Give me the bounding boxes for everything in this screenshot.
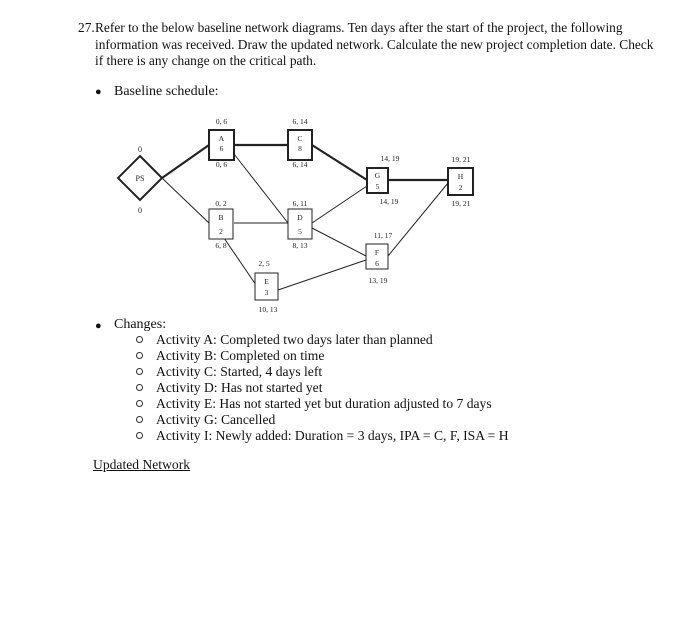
activity-d-early: 6, 11	[292, 199, 308, 208]
activity-h-letter: H	[457, 172, 464, 181]
list-circle-icon	[136, 400, 143, 407]
edge-e-f	[278, 260, 366, 290]
list-circle-icon	[136, 368, 143, 375]
edge-b-e	[224, 238, 256, 285]
ps-top-label: 0	[138, 145, 142, 154]
edge-d-g	[312, 186, 367, 223]
changes-label: Changes:	[114, 317, 167, 332]
activity-h-late: 19, 21	[451, 199, 471, 208]
baseline-label: Baseline schedule:	[114, 84, 219, 99]
edge-ps-b	[162, 178, 209, 223]
problem-number: 27.	[78, 20, 95, 35]
activity-a-early: 0, 6	[215, 117, 228, 126]
list-circle-icon	[136, 352, 143, 359]
activity-c-late: 6, 14	[292, 160, 308, 169]
activity-c-letter: C	[297, 134, 303, 143]
activity-d-late: 8, 13	[292, 241, 308, 250]
bullet-baseline: ●	[95, 86, 102, 98]
activity-e-letter: E	[264, 277, 269, 286]
edge-c-g	[312, 145, 367, 180]
activity-a-duration: 6	[219, 144, 224, 153]
activity-b-duration: 2	[219, 227, 223, 236]
activity-g-letter: G	[374, 171, 381, 180]
activity-a-letter: A	[218, 134, 225, 143]
activity-c-duration: 8	[298, 144, 302, 153]
ps-label: PS	[135, 174, 145, 183]
activity-e-late: 10, 13	[258, 305, 278, 314]
activity-f-late: 13, 19	[368, 276, 388, 285]
activity-g-duration: 5	[375, 182, 380, 191]
problem-text: Refer to the below baseline network diagrams. Ten days after the start of the project, the following information was received. Draw the updated network. Calculate the new project completion date. Check if there is any change on the critical path.	[95, 20, 654, 68]
activity-f-early: 11, 17	[373, 231, 393, 240]
bullet-changes: ●	[95, 320, 102, 332]
activity-a-late: 0, 6	[215, 160, 228, 169]
activity-e-duration: 3	[264, 288, 269, 297]
edge-f-h	[388, 183, 448, 256]
list-circle-icon	[136, 432, 143, 439]
activity-c-early: 6, 14	[292, 117, 308, 126]
page: 27. Refer to the below baseline network diagrams. Ten days after the start of the project, the following information was received. Draw the updated network. Calculate the new project completion date. Check if there is any change on the critical path. ● Baseline schedule: PS 0 0 A 6 0, 6 0, 6 C 8 6, 14 6, 14 B 2 0, 2 6, 8 D 5 6, 11 8, 13 E 3 2, 5 10, 13 G 5 14, 19 14, 19 F 6 11, 17 13, 19 H 2 19, 21 19, 21 ● Changes: Activity A: Completed two days later than planned Activity B: Completed on time Activity C: Started, 4 days left Activity D: Has not started yet Activity E: Has not started yet but duration adjusted to 7 days Activity G: Cancelled Activity I: Newly added: Duration = 3 days, IPA = C, F, ISA = H Updated Network	[0, 0, 700, 631]
activity-d-letter: D	[297, 213, 303, 222]
activity-f-letter: F	[374, 248, 380, 257]
activity-g-early: 14, 19	[380, 154, 400, 163]
activity-e-early: 2, 5	[258, 259, 270, 268]
activity-h-duration: 2	[458, 183, 463, 192]
activity-b-late: 6, 8	[215, 241, 227, 250]
activity-b-letter: B	[218, 213, 224, 222]
edge-ps-a	[162, 145, 209, 178]
activity-g-late: 14, 19	[379, 197, 399, 206]
activity-h-early: 19, 21	[451, 155, 471, 164]
list-circle-icon	[136, 384, 143, 391]
activity-b-early: 0, 2	[215, 199, 227, 208]
edge-a-d	[234, 154, 288, 223]
activity-f-duration: 6	[375, 259, 379, 268]
list-circle-icon	[136, 336, 143, 343]
activity-d-duration: 5	[298, 227, 302, 236]
edge-d-f	[312, 228, 366, 256]
updated-network-heading: Updated Network	[93, 457, 191, 472]
ps-bottom-label: 0	[138, 206, 142, 215]
list-circle-icon	[136, 416, 143, 423]
